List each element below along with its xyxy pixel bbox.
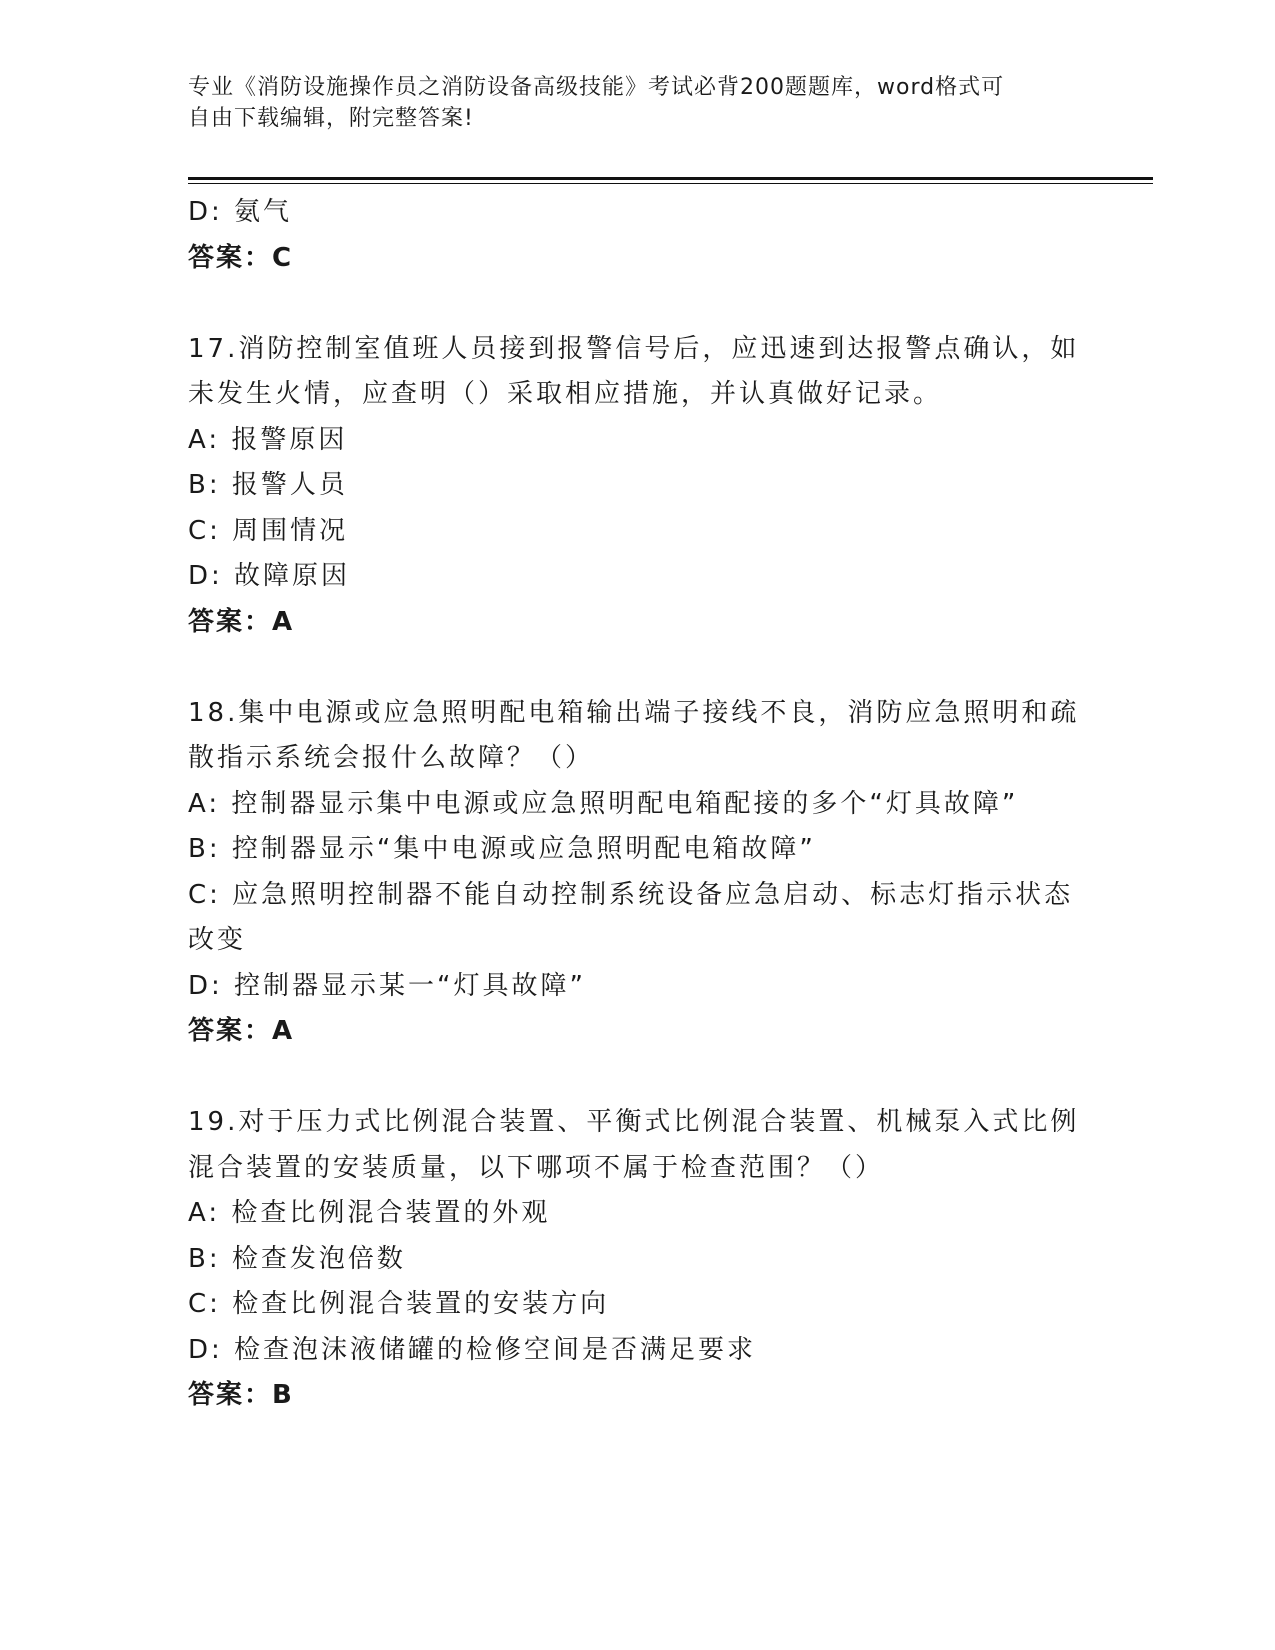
option-b: B: 控制器显示“集中电源或应急照明配电箱故障” (188, 834, 816, 864)
stem-line: 混合装置的安装质量，以下哪项不属于检查范围？（） (188, 1152, 885, 1183)
answer: 答案：B (188, 1380, 294, 1410)
page-header (188, 72, 1088, 134)
question-19 (188, 1100, 1088, 1419)
header-rule-thick (188, 177, 1153, 180)
option-c: C: 应急照明控制器不能自动控制系统设备应急启动、标志灯指示状态 (188, 879, 1074, 910)
option-a: A: 报警原因 (188, 424, 348, 455)
question-list (188, 190, 1088, 1419)
option-c: C: 检查比例混合装置的安装方向 (188, 1289, 610, 1319)
stem-line: 19.对于压力式比例混合装置、平衡式比例混合装置、机械泵入式比例 (188, 1107, 1080, 1137)
option-c-continued: 改变 (188, 925, 247, 955)
answer: 答案：A (188, 606, 295, 637)
option-d: D: 检查泡沫液储罐的检修空间是否满足要求 (188, 1334, 757, 1365)
option-c: C: 周围情况 (188, 515, 349, 546)
prev-option-d: D: 氨气 (188, 197, 293, 227)
stem-line: 散指示系统会报什么故障？（） (188, 743, 595, 773)
option-d: D: 故障原因 (188, 561, 351, 591)
prev-answer: 答案：C (188, 242, 294, 273)
stem-line: 18.集中电源或应急照明配电箱输出端子接线不良，消防应急照明和疏 (188, 697, 1080, 728)
option-a: A: 检查比例混合装置的外观 (188, 1198, 551, 1228)
answer: 答案：A (188, 1016, 295, 1046)
question-stem (188, 691, 1088, 782)
stem-line: 17.消防控制室值班人员接到报警信号后，应迅速到达报警点确认，如 (188, 333, 1080, 364)
option-d: D: 控制器显示某一“灯具故障” (188, 970, 586, 1001)
option-a: A: 控制器显示集中电源或应急照明配电箱配接的多个“灯具故障” (188, 788, 1019, 819)
option-b: B: 报警人员 (188, 470, 348, 500)
question-17 (188, 327, 1088, 646)
header-rule-thin (188, 183, 1153, 184)
stem-line: 未发生火情，应查明（）采取相应措施，并认真做好记录。 (188, 379, 943, 409)
option-b: B: 检查发泡倍数 (188, 1243, 406, 1274)
question-stem (188, 1100, 1088, 1191)
header-line-1: 专业《消防设施操作员之消防设备高级技能》考试必背200题题库，word格式可 (188, 75, 1005, 100)
header-line-2: 自由下载编辑，附完整答案! (188, 106, 474, 131)
question-18 (188, 691, 1088, 1055)
question-stem (188, 327, 1088, 418)
